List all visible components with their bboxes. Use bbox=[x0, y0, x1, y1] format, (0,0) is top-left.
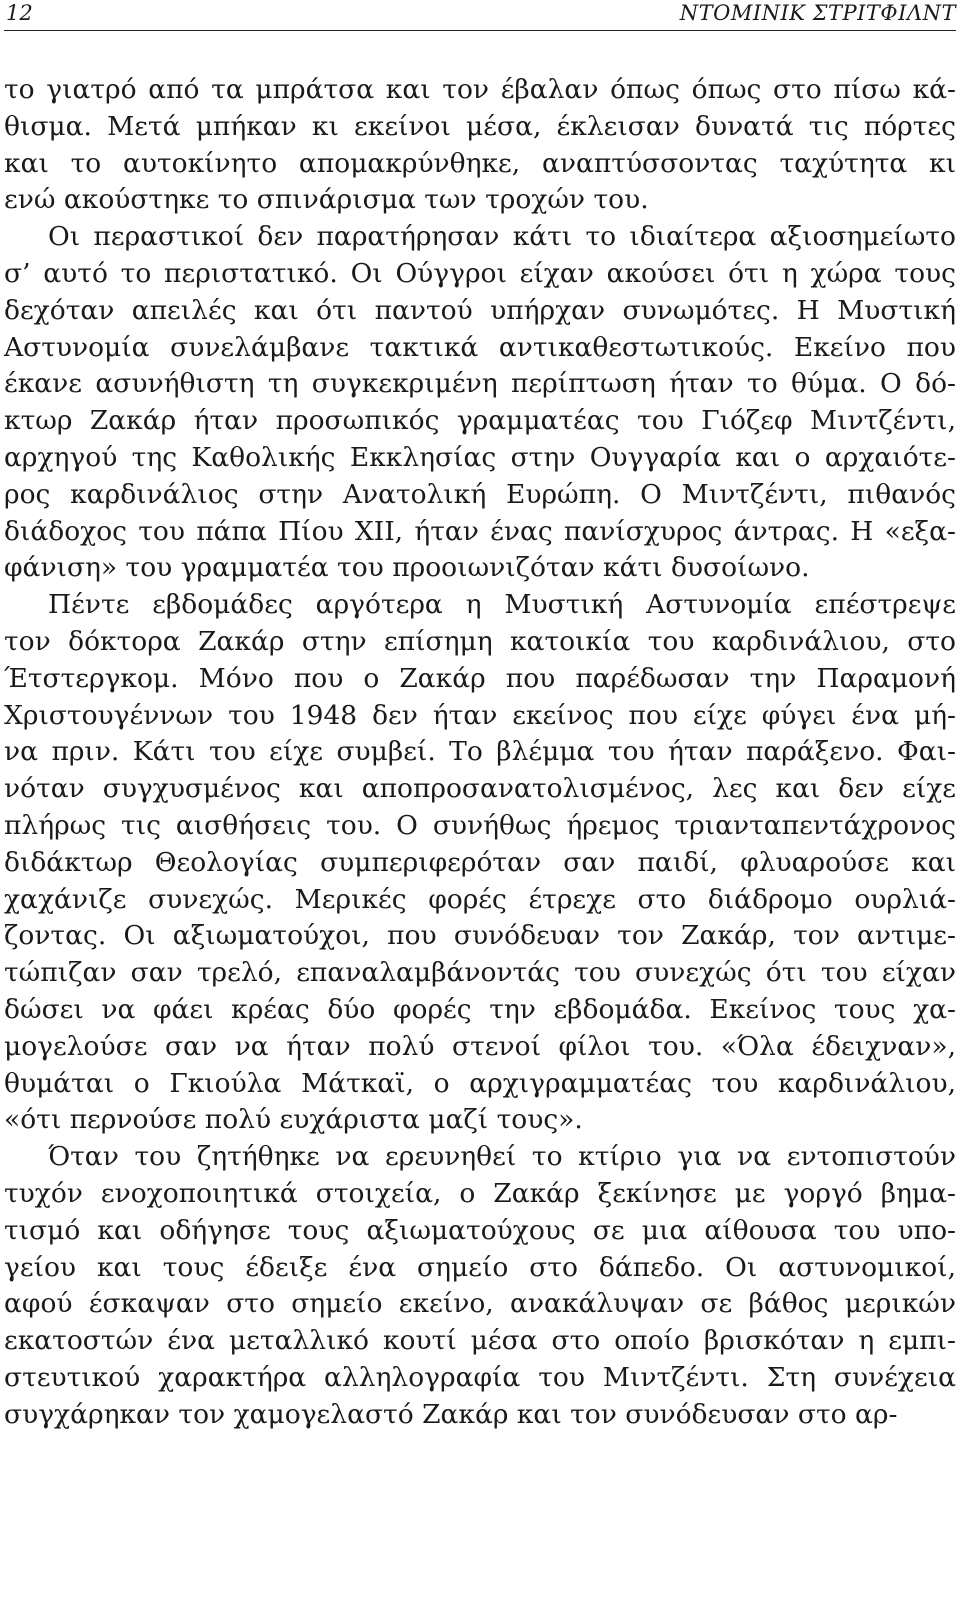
text-line: ρος καρδινάλιος στην Ανατολική Ευρώπη. Ο Μιντζέντι, πιθανός bbox=[4, 478, 956, 510]
text-line: τώπιζαν σαν τρελό, επαναλαμβάνοντάς του συνεχώς ότι του είχαν bbox=[4, 957, 956, 989]
text-line: Έτστεργκομ. Μόνο που ο Ζακάρ που παρέδωσαν την Παραμονή bbox=[4, 662, 956, 694]
text-line: εκατοστών ένα μεταλλικό κουτί μέσα στο οποίο βρισκόταν η εμπι- bbox=[4, 1325, 956, 1357]
text-line: νόταν συγχυσμένος και αποπροσανατολισμένος, λες και δεν είχε bbox=[4, 773, 956, 805]
running-head bbox=[6, 0, 956, 30]
text-line: δεχόταν απειλές και ότι παντού υπήρχαν συνωμότες. Η Μυστική bbox=[4, 294, 956, 326]
page-number: 12 bbox=[6, 1, 33, 25]
paragraph bbox=[4, 219, 956, 587]
text-line: αφού έσκαψαν στο σημείο εκείνο, ανακάλυψαν σε βάθος μερικών bbox=[4, 1288, 956, 1320]
text-line: τισμό και οδήγησε τους αξιωματούχους σε μια αίθουσα του υπο- bbox=[4, 1214, 956, 1246]
text-line: έκανε ασυνήθιστη τη συγκεκριμένη περίπτωση ήταν το θύμα. Ο δό- bbox=[4, 368, 956, 400]
text-line: συγχάρηκαν τον χαμογελαστό Ζακάρ και τον συνόδευσαν στο αρ- bbox=[4, 1398, 898, 1430]
paragraph bbox=[4, 72, 956, 219]
text-line: Χριστουγέννων του 1948 δεν ήταν εκείνος που είχε φύγει ένα μή- bbox=[4, 699, 956, 731]
text-line: πλήρως τις αισθήσεις του. Ο συνήθως ήρεμος τριανταπεντάχρονος bbox=[4, 809, 956, 841]
text-line: κτωρ Ζακάρ ήταν προσωπικός γραμματέας του Γιόζεφ Μιντζέντι, bbox=[4, 405, 956, 437]
text-line: Πέντε εβδομάδες αργότερα η Μυστική Αστυνομία επέστρεψε bbox=[48, 589, 956, 621]
text-line: σ’ αυτό το περιστατικό. Οι Ούγγροι είχαν ακούσει ότι η χώρα τους bbox=[4, 257, 956, 289]
paragraph bbox=[4, 1139, 956, 1433]
text-line: αρχηγού της Καθολικής Εκκλησίας στην Ουγγαρία και ο αρχαιότε- bbox=[4, 441, 956, 473]
body-text bbox=[4, 72, 956, 1433]
text-line: μογελούσε σαν να ήταν πολύ στενοί φίλοι του. «Όλα έδειχναν», bbox=[4, 1030, 956, 1062]
text-line: στευτικού χαρακτήρα αλληλογραφία του Μιντζέντι. Στη συνέχεια bbox=[4, 1361, 956, 1393]
text-line: θισμα. Μετά μπήκαν κι εκείνοι μέσα, έκλεισαν δυνατά τις πόρτες bbox=[4, 110, 956, 142]
text-line: ζοντας. Οι αξιωματούχοι, που συνόδευαν τον Ζακάρ, τον αντιμε- bbox=[4, 920, 956, 952]
text-line: χαχάνιζε συνεχώς. Μερικές φορές έτρεχε στο διάδρομο ουρλιά- bbox=[4, 883, 956, 915]
text-line: ενώ ακούστηκε το σπινάρισμα των τροχών του. bbox=[4, 184, 649, 216]
text-line: να πριν. Κάτι του είχε συμβεί. Το βλέμμα του ήταν παράξενο. Φαι- bbox=[4, 736, 956, 768]
book-title: ΝΤΟΜΙΝΙΚ ΣΤΡΙΤΦΙΛΝΤ bbox=[679, 1, 956, 25]
text-line: το γιατρό από τα μπράτσα και τον έβαλαν όπως όπως στο πίσω κά- bbox=[4, 74, 956, 105]
text-line: δώσει να φάει κρέας δύο φορές την εβδομάδα. Εκείνος τους χα- bbox=[4, 993, 956, 1025]
text-line: Οι περαστικοί δεν παρατήρησαν κάτι το ιδιαίτερα αξιοσημείωτο bbox=[48, 221, 956, 253]
text-line: και το αυτοκίνητο απομακρύνθηκε, αναπτύσσοντας ταχύτητα κι bbox=[4, 147, 956, 179]
text-line: «ότι περνούσε πολύ ευχάριστα μαζί τους». bbox=[4, 1104, 583, 1136]
text-line: φάνιση» του γραμματέα του προοιωνιζόταν κάτι δυσοίωνο. bbox=[4, 552, 810, 584]
text-line: τυχόν ενοχοποιητικά στοιχεία, ο Ζακάρ ξεκίνησε με γοργό βημα- bbox=[4, 1177, 956, 1209]
text-line: γείου και τους έδειξε ένα σημείο στο δάπεδο. Οι αστυνομικοί, bbox=[4, 1251, 956, 1283]
text-line: θυμάται ο Γκιούλα Μάτκαϊ, ο αρχιγραμματέας του καρδινάλιου, bbox=[4, 1067, 956, 1099]
text-line: Αστυνομία συνελάμβανε τακτικά αντικαθεστωτικούς. Εκείνο που bbox=[4, 331, 956, 363]
header-rule bbox=[4, 30, 956, 31]
text-line: διάδοχος του πάπα Πίου ΧΙΙ, ήταν ένας πανίσχυρος άντρας. Η «εξα- bbox=[4, 515, 956, 547]
text-line: Όταν του ζητήθηκε να ερευνηθεί το κτίριο για να εντοπιστούν bbox=[48, 1141, 956, 1173]
paragraph bbox=[4, 587, 956, 1139]
text-line: διδάκτωρ Θεολογίας συμπεριφερόταν σαν παιδί, φλυαρούσε και bbox=[4, 846, 956, 878]
text-line: τον δόκτορα Ζακάρ στην επίσημη κατοικία του καρδινάλιου, στο bbox=[4, 625, 956, 657]
